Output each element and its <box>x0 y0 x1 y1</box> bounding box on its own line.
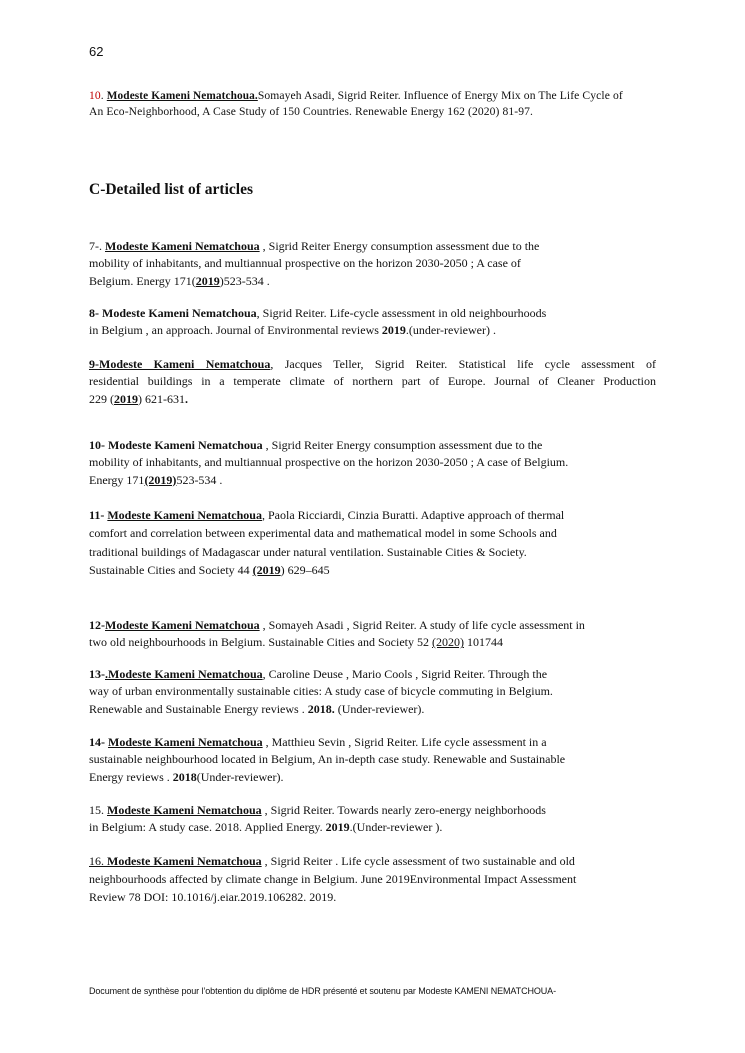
article-8 <box>89 305 659 340</box>
reference-author: Modeste Kameni Nematchoua. <box>106 90 258 102</box>
article-line <box>89 769 659 786</box>
article-9 <box>89 356 656 408</box>
article-12 <box>89 617 659 652</box>
article-7 <box>89 238 659 290</box>
article-line <box>89 506 659 524</box>
article-14 <box>89 734 659 786</box>
article-line <box>89 734 659 751</box>
article-line <box>89 356 656 373</box>
article-year: 2018. <box>307 701 335 716</box>
article-end: . <box>185 391 188 406</box>
article-author: Modeste Kameni Nematchoua <box>108 735 263 749</box>
article-text: , Sigrid Reiter. Towards nearly zero-energy neighborhoods <box>261 803 546 817</box>
article-text: , Sigrid Reiter Energy consumption assessment due to the <box>262 438 543 452</box>
page-number: 62 <box>89 44 104 59</box>
article-author: Modeste Kameni Nematchoua <box>107 508 262 522</box>
article-text: Energy reviews . <box>89 769 173 784</box>
article-year: (2020) <box>431 635 464 650</box>
article-line: neighbourhoods affected by climate change in Belgium. June 2019Environmental Impact Assessment <box>89 872 577 886</box>
article-prefix: 16. <box>89 854 104 868</box>
article-line: comfort and correlation between experimental data and mathematical model in some Schools and <box>89 526 557 541</box>
article-line: traditional buildings of Madagascar under natural ventilation. Sustainable Cities & Society. <box>89 544 527 559</box>
article-author: Modeste Kameni Nematchoua <box>107 803 262 817</box>
article-text: , Jacques Teller, Sigrid Reiter. Statistical life cycle assessment of <box>270 357 656 371</box>
reference-line: An Eco-Neighborhood, A Case Study of 150 Countries. Renewable Energy 162 (2020) 81-97. <box>89 105 534 118</box>
article-line <box>89 273 659 290</box>
article-text: Energy 171 <box>89 472 145 487</box>
article-prefix: 15. <box>89 803 107 817</box>
article-prefix: 14- <box>89 735 108 749</box>
reference-dot: . <box>100 89 104 102</box>
article-line <box>89 561 659 579</box>
article-text: , Matthieu Sevin , Sigrid Reiter. Life cycle assessment in a <box>262 735 547 749</box>
article-author: Modeste Kameni Nematchoua <box>105 239 260 253</box>
article-text: , Somayeh Asadi , Sigrid Reiter. A study of life cycle assessment in <box>259 618 585 632</box>
article-year: 2019 <box>195 273 220 288</box>
article-text: 523-534 . <box>176 472 223 487</box>
article-prefix: 13- <box>89 667 105 681</box>
article-text: , Paola Ricciardi, Cinzia Buratti. Adaptive approach of thermal <box>261 508 565 522</box>
article-year: 2019 <box>114 391 138 406</box>
article-text: Renewable and Sustainable Energy reviews . <box>89 701 308 716</box>
article-text: 101744 <box>463 635 503 650</box>
reference-text: Somayeh Asadi, Sigrid Reiter. Influence of Energy Mix on The Life Cycle of <box>257 89 623 102</box>
article-line <box>89 391 656 408</box>
article-text: two old neighbourhoods in Belgium. Sustainable Cities and Society 52 <box>89 635 432 650</box>
article-year: (2019 <box>252 563 281 578</box>
article-text: , Sigrid Reiter. Life-cycle assessment in old neighbourhoods <box>256 306 547 320</box>
article-line <box>89 802 659 819</box>
article-line <box>89 666 659 683</box>
article-text: , Sigrid Reiter . Life cycle assessment of two sustainable and old <box>261 854 575 868</box>
article-year: 2019 <box>381 323 406 338</box>
article-text: 229 ( <box>89 391 114 406</box>
article-text: .(Under-reviewer ). <box>349 820 443 835</box>
article-author: .Modeste Kameni Nematchoua <box>105 667 263 681</box>
article-text: .(under-reviewer) . <box>405 323 496 338</box>
section-heading: C-Detailed list of articles <box>89 181 253 198</box>
article-text: (Under-reviewer). <box>196 769 284 784</box>
article-line: mobility of inhabitants, and multiannual prospective on the horizon 2030-2050 ; A case of Belgium. <box>89 455 569 470</box>
article-text: , Caroline Deuse , Mario Cools , Sigrid Reiter. Through the <box>262 667 548 681</box>
article-16 <box>89 852 659 906</box>
article-prefix: 11- <box>89 508 108 522</box>
article-year: 2019 <box>325 820 350 835</box>
article-text: ) 621-631 <box>138 391 185 406</box>
article-text: (Under-reviewer). <box>334 701 425 716</box>
article-author: 10- Modeste Kameni Nematchoua <box>89 438 263 452</box>
article-text: Sustainable Cities and Society 44 <box>89 563 253 578</box>
reference-line <box>89 88 659 104</box>
article-text: in Belgium: A study case. 2018. Applied Energy. <box>89 820 326 835</box>
article-line <box>89 305 659 322</box>
article-line <box>89 238 659 255</box>
article-line <box>89 472 659 489</box>
article-author: 9-Modeste Kameni Nematchoua <box>89 357 271 371</box>
article-line <box>89 322 659 339</box>
article-text: , Sigrid Reiter Energy consumption assessment due to the <box>259 239 540 253</box>
article-10 <box>89 437 659 489</box>
article-text: Belgium. Energy 171( <box>89 273 196 288</box>
article-line <box>89 819 659 836</box>
article-11 <box>89 506 659 580</box>
article-author: 8- Modeste Kameni Nematchoua <box>89 306 257 320</box>
article-prefix: 12- <box>89 618 105 632</box>
article-year: (2019) <box>144 472 177 487</box>
article-author: Modeste Kameni Nematchoua <box>105 618 260 632</box>
article-line <box>89 634 659 651</box>
article-13 <box>89 666 659 718</box>
article-15 <box>89 802 659 837</box>
article-line: sustainable neighbourhood located in Belgium, An in-depth case study. Renewable and Sustainable <box>89 752 566 767</box>
article-line <box>89 437 659 454</box>
article-line: Review 78 DOI: 10.1016/j.eiar.2019.106282. 2019. <box>89 890 337 904</box>
article-line: way of urban environmentally sustainable cities: A study case of bicycle commuting in Belgium. <box>89 684 553 699</box>
article-year: 2018 <box>172 769 197 784</box>
article-text: ) 629–645 <box>280 563 330 578</box>
reference-10 <box>89 88 659 120</box>
article-line <box>89 617 659 634</box>
article-text: in Belgium , an approach. Journal of Environmental reviews <box>89 323 382 338</box>
article-line <box>89 701 659 718</box>
article-line: mobility of inhabitants, and multiannual prospective on the horizon 2030-2050 ; A case of <box>89 256 521 271</box>
page-footer: Document de synthèse pour l’obtention du diplôme de HDR présenté et soutenu par Modeste KAMENI NEMATCHOUA- <box>89 986 556 996</box>
article-prefix: 7-. <box>89 239 105 253</box>
article-line <box>89 852 659 870</box>
reference-number: 10 <box>89 89 101 102</box>
article-text: )523-534 . <box>219 273 270 288</box>
article-line: residential buildings in a temperate climate of northern part of Europe. Journal of Cleaner Production <box>89 374 656 389</box>
article-author: Modeste Kameni Nematchoua <box>104 854 262 868</box>
